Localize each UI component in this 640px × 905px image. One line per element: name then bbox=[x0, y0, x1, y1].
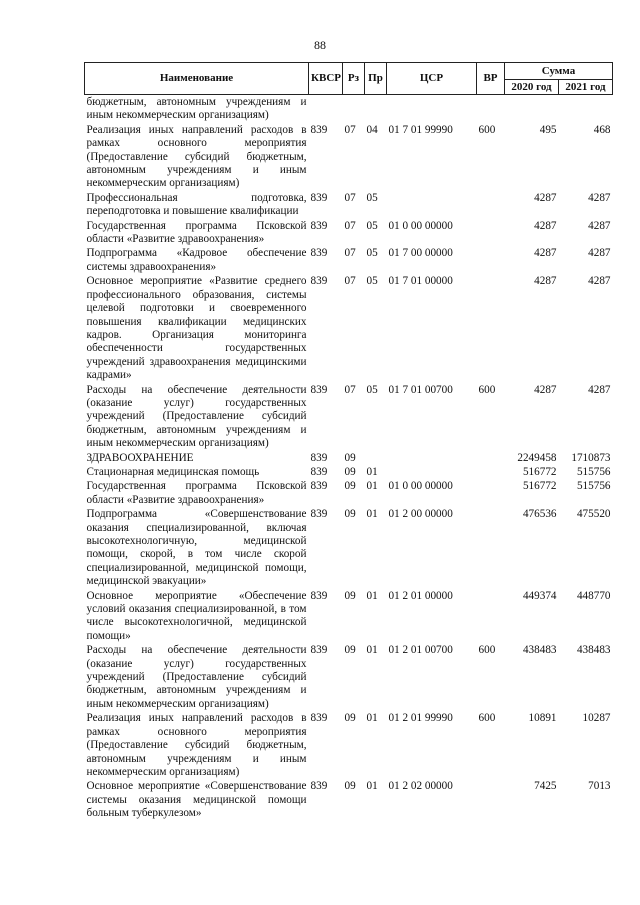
cell-vr: 600 bbox=[478, 383, 496, 396]
header-year-2021: 2021 год bbox=[559, 80, 613, 95]
cell-sum-2020: 4287 bbox=[534, 191, 557, 204]
table-row bbox=[85, 123, 613, 191]
page-number: 88 bbox=[314, 38, 326, 52]
cell-rz: 09 bbox=[344, 465, 356, 478]
cell-csr: 01 2 00 00000 bbox=[388, 508, 453, 521]
table-row bbox=[85, 479, 613, 507]
cell-pr: 01 bbox=[366, 480, 378, 493]
cell-kvsr: 839 bbox=[310, 589, 328, 602]
cell-kvsr: 839 bbox=[310, 644, 328, 657]
table-row bbox=[85, 465, 613, 479]
cell-rz: 07 bbox=[344, 275, 356, 288]
cell-rz: 09 bbox=[344, 451, 356, 464]
cell-csr: 01 7 01 00700 bbox=[388, 383, 453, 396]
cell-pr: 05 bbox=[366, 219, 378, 232]
cell-pr: 05 bbox=[366, 275, 378, 288]
cell-sum-2021: 4287 bbox=[588, 219, 611, 232]
cell-kvsr: 839 bbox=[310, 123, 328, 136]
cell-sum-2021: 475520 bbox=[576, 508, 611, 521]
cell-rz: 09 bbox=[344, 644, 356, 657]
cell-name: ЗДРАВООХРАНЕНИЕ bbox=[86, 451, 194, 464]
cell-kvsr: 839 bbox=[310, 480, 328, 493]
cell-name: бюджетным, автономным учреждениям и иным некоммерческим организациям) bbox=[86, 96, 307, 122]
table-row bbox=[85, 219, 613, 247]
cell-csr: 01 0 00 00000 bbox=[388, 219, 453, 232]
cell-sum-2020: 10891 bbox=[528, 712, 557, 725]
cell-sum-2021: 468 bbox=[593, 123, 611, 136]
cell-csr: 01 2 02 00000 bbox=[388, 780, 453, 793]
cell-rz: 09 bbox=[344, 508, 356, 521]
cell-sum-2020: 449374 bbox=[522, 589, 557, 602]
cell-name: Расходы на обеспечение деятельности (оказание услуг) государственных учреждений (Предоставление субсидий бюджетным, автономным учреждениям и иным некоммерческим организациям) bbox=[86, 383, 307, 450]
cell-sum-2020: 476536 bbox=[522, 508, 557, 521]
table-row bbox=[85, 191, 613, 219]
cell-kvsr: 839 bbox=[310, 247, 328, 260]
cell-csr: 01 0 00 00000 bbox=[388, 480, 453, 493]
table-header bbox=[85, 63, 613, 95]
cell-vr bbox=[477, 274, 505, 382]
cell-sum-2020: 516772 bbox=[522, 480, 557, 493]
cell-csr bbox=[387, 465, 477, 479]
cell-pr bbox=[365, 95, 387, 123]
cell-pr: 05 bbox=[366, 383, 378, 396]
cell-pr: 04 bbox=[366, 123, 378, 136]
header-kvsr: КВСР bbox=[309, 63, 343, 95]
cell-sum-2020: 2249458 bbox=[517, 451, 557, 464]
header-pr: Пр bbox=[365, 63, 387, 95]
cell-vr bbox=[477, 246, 505, 274]
cell-csr: 01 2 01 00000 bbox=[388, 589, 453, 602]
cell-pr: 01 bbox=[366, 465, 378, 478]
cell-sum-2021: 515756 bbox=[576, 480, 611, 493]
cell-csr: 01 7 00 00000 bbox=[388, 247, 453, 260]
cell-csr: 01 7 01 99990 bbox=[388, 123, 453, 136]
header-csr: ЦСР bbox=[387, 63, 477, 95]
cell-pr: 05 bbox=[366, 191, 378, 204]
cell-name: Подпрограмма «Совершенствование оказания специализированной, включая высокотехнологичную, медицинской помощи, скорой, в том числе скорой специализированной, медицинской помощи, медицинской эвакуации» bbox=[86, 508, 307, 588]
cell-sum-2020: 4287 bbox=[534, 219, 557, 232]
cell-rz: 07 bbox=[344, 383, 356, 396]
cell-vr bbox=[477, 219, 505, 247]
cell-pr: 01 bbox=[366, 712, 378, 725]
cell-sum-2021: 4287 bbox=[588, 383, 611, 396]
table-body bbox=[85, 95, 613, 821]
table-row bbox=[85, 711, 613, 779]
table-row bbox=[85, 589, 613, 644]
cell-kvsr: 839 bbox=[310, 712, 328, 725]
cell-kvsr: 839 bbox=[310, 275, 328, 288]
cell-name: Государственная программа Псковской области «Развитие здравоохранения» bbox=[86, 480, 307, 506]
cell-sum-2021: 4287 bbox=[588, 275, 611, 288]
cell-csr: 01 7 01 00000 bbox=[388, 275, 453, 288]
cell-pr: 01 bbox=[366, 644, 378, 657]
table-row bbox=[85, 383, 613, 451]
cell-vr bbox=[477, 95, 505, 123]
cell-kvsr: 839 bbox=[310, 219, 328, 232]
table-row bbox=[85, 95, 613, 123]
cell-sum-2021: 7013 bbox=[588, 780, 611, 793]
cell-rz: 07 bbox=[344, 247, 356, 260]
cell-kvsr: 839 bbox=[310, 383, 328, 396]
header-sum: Сумма bbox=[505, 63, 613, 80]
header-rz: Рз bbox=[343, 63, 365, 95]
cell-name: Подпрограмма «Кадровое обеспечение системы здравоохранения» bbox=[86, 247, 307, 273]
cell-name: Государственная программа Псковской области «Развитие здравоохранения» bbox=[86, 219, 307, 246]
header-year-2020: 2020 год bbox=[505, 80, 559, 95]
cell-kvsr bbox=[309, 95, 343, 123]
cell-pr: 01 bbox=[366, 508, 378, 521]
cell-vr: 600 bbox=[478, 712, 496, 725]
cell-sum-2021: 4287 bbox=[588, 191, 611, 204]
cell-name: Профессиональная подготовка, переподготовка и повышение квалификации bbox=[86, 191, 307, 218]
cell-sum-2020: 4287 bbox=[534, 247, 557, 260]
cell-rz: 07 bbox=[344, 219, 356, 232]
cell-rz: 07 bbox=[344, 191, 356, 204]
table-row bbox=[85, 779, 613, 820]
cell-vr: 600 bbox=[478, 123, 496, 136]
cell-sum-2021 bbox=[559, 95, 613, 123]
cell-csr bbox=[387, 191, 477, 219]
cell-sum-2021: 515756 bbox=[576, 465, 611, 478]
cell-name: Основное мероприятие «Развитие среднего профессионального образования, системы целевой подготовки и своевременного повышения квалификации медицинских кадров. Организация мониторинга обеспеченности государственных учреждений здравоохранения медицинскими кадрами» bbox=[86, 275, 307, 382]
cell-pr: 05 bbox=[366, 247, 378, 260]
cell-csr: 01 2 01 99990 bbox=[388, 712, 453, 725]
cell-sum-2020: 438483 bbox=[522, 644, 557, 657]
cell-vr bbox=[477, 507, 505, 588]
header-vr: ВР bbox=[477, 63, 505, 95]
cell-rz: 09 bbox=[344, 480, 356, 493]
cell-vr bbox=[477, 589, 505, 644]
cell-name: Основное мероприятие «Совершенствование системы оказания медицинской помощи больным туберкулезом» bbox=[86, 780, 307, 820]
cell-kvsr: 839 bbox=[310, 780, 328, 793]
cell-kvsr: 839 bbox=[310, 465, 328, 478]
cell-vr bbox=[477, 191, 505, 219]
cell-kvsr: 839 bbox=[310, 191, 328, 204]
cell-name: Реализация иных направлений расходов в рамках основного мероприятия (Предоставление субсидий бюджетным, автономным учреждениям и иным некоммерческим организациям) bbox=[86, 712, 307, 778]
cell-rz: 09 bbox=[344, 589, 356, 602]
cell-pr: 01 bbox=[366, 780, 378, 793]
cell-csr bbox=[387, 95, 477, 123]
cell-vr bbox=[477, 779, 505, 820]
cell-pr: 01 bbox=[366, 589, 378, 602]
cell-name: Стационарная медицинская помощь bbox=[86, 465, 260, 478]
cell-name: Основное мероприятие «Обеспечение условий оказания специализированной, в том числе высокотехнологичной, медицинской помощи» bbox=[86, 589, 307, 642]
cell-name: Расходы на обеспечение деятельности (оказание услуг) государственных учреждений (Предоставление субсидий бюджетным, автономным учреждениям и иным некоммерческим организациям) bbox=[86, 644, 307, 710]
cell-sum-2021: 1710873 bbox=[571, 451, 611, 464]
cell-sum-2020 bbox=[505, 95, 559, 123]
cell-sum-2021: 10287 bbox=[582, 712, 611, 725]
header-name: Наименование bbox=[85, 63, 309, 95]
cell-vr bbox=[477, 479, 505, 507]
cell-pr bbox=[365, 451, 387, 465]
cell-sum-2021: 448770 bbox=[576, 589, 611, 602]
cell-vr: 600 bbox=[478, 644, 496, 657]
cell-rz: 09 bbox=[344, 712, 356, 725]
table-row bbox=[85, 507, 613, 588]
cell-name: Реализация иных направлений расходов в рамках основного мероприятия (Предоставление субсидий бюджетным, автономным учреждениям и иным некоммерческим организациям) bbox=[86, 123, 307, 190]
cell-sum-2020: 516772 bbox=[522, 465, 557, 478]
cell-vr bbox=[477, 451, 505, 465]
cell-csr: 01 2 01 00700 bbox=[388, 644, 453, 657]
table-row bbox=[85, 274, 613, 382]
cell-sum-2020: 4287 bbox=[534, 383, 557, 396]
cell-rz: 07 bbox=[344, 123, 356, 136]
cell-sum-2020: 7425 bbox=[534, 780, 557, 793]
budget-table bbox=[84, 62, 613, 821]
table-row bbox=[85, 246, 613, 274]
cell-kvsr: 839 bbox=[310, 451, 328, 464]
cell-rz bbox=[343, 95, 365, 123]
table-row bbox=[85, 451, 613, 465]
cell-sum-2020: 4287 bbox=[534, 275, 557, 288]
cell-csr bbox=[387, 451, 477, 465]
cell-vr bbox=[477, 465, 505, 479]
cell-rz: 09 bbox=[344, 780, 356, 793]
table-row bbox=[85, 643, 613, 711]
cell-sum-2020: 495 bbox=[539, 123, 557, 136]
cell-kvsr: 839 bbox=[310, 508, 328, 521]
cell-sum-2021: 438483 bbox=[576, 644, 611, 657]
cell-sum-2021: 4287 bbox=[588, 247, 611, 260]
